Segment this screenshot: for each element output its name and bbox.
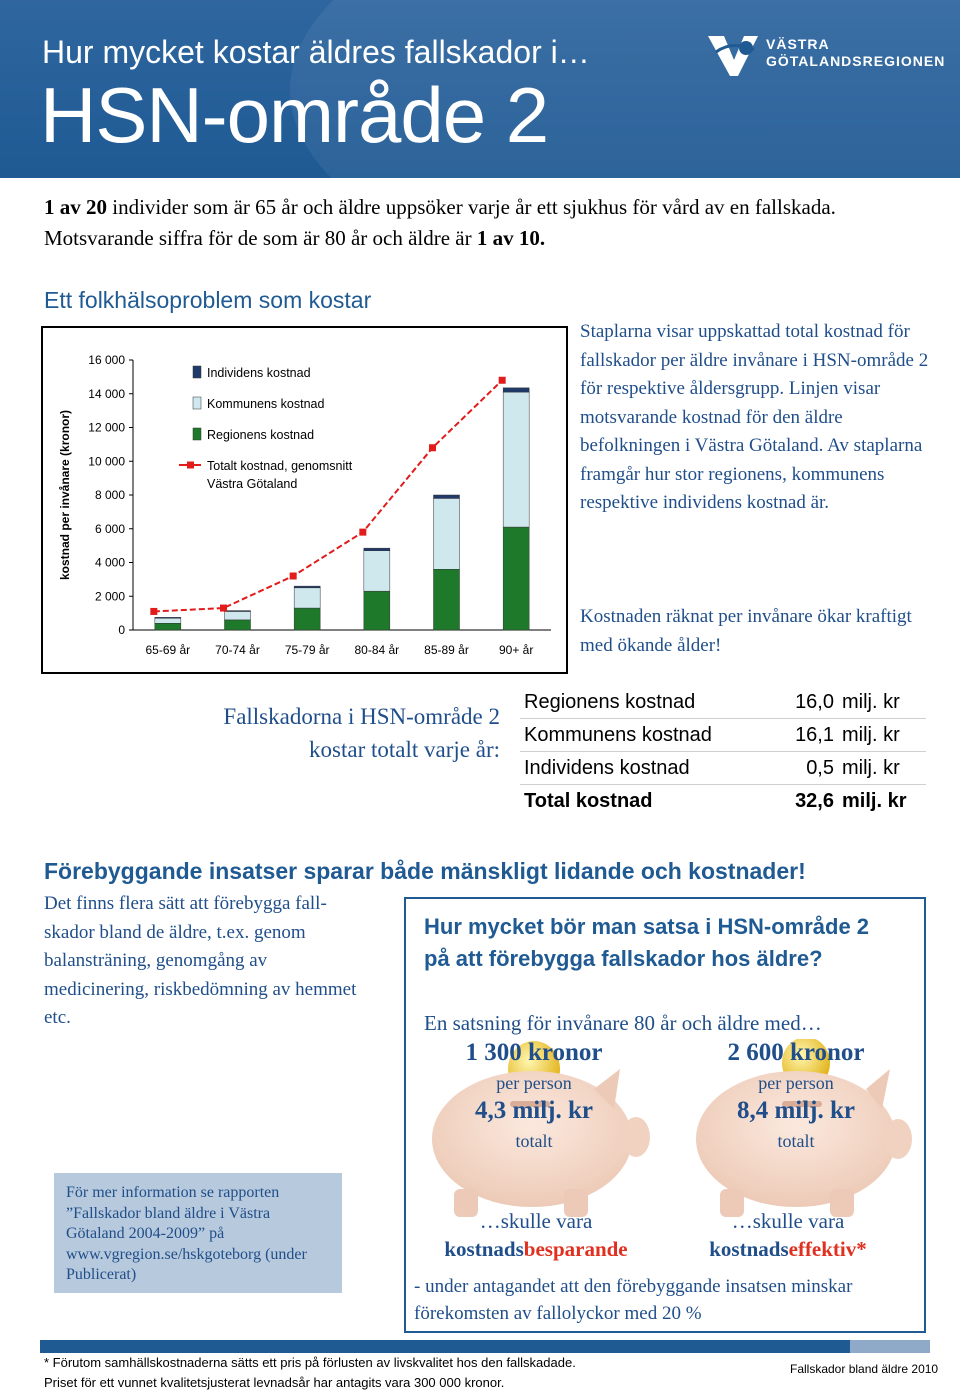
footer-divider xyxy=(40,1340,930,1353)
bar-kommunens-kostnad xyxy=(434,498,460,569)
right-outcome-word xyxy=(709,1237,867,1261)
piggy-bank-left xyxy=(414,1039,654,1229)
bar-individens-kostnad xyxy=(434,495,460,498)
y-tick-label: 0 xyxy=(118,623,125,637)
bar-kommunens-kostnad xyxy=(155,618,181,623)
chart-svg xyxy=(43,328,566,672)
logo-mark-icon xyxy=(704,30,762,80)
left-per-person: per person xyxy=(496,1073,572,1093)
legend-label: Kommunens kostnad xyxy=(207,397,325,411)
bar-regionens-kostnad xyxy=(503,527,529,630)
legend-label: Regionens kostnad xyxy=(207,428,315,442)
left-word-b: besparande xyxy=(523,1237,628,1261)
cost-chart xyxy=(41,326,568,674)
legend-label: Totalt kostnad, genomsnitt xyxy=(207,459,353,473)
x-tick-label: 90+ år xyxy=(498,643,534,657)
section-title: Ett folkhälsoproblem som kostar xyxy=(44,287,372,313)
line-point xyxy=(499,377,506,384)
line-point xyxy=(359,529,366,536)
cost-label: Kommunens kostnad xyxy=(520,719,758,752)
cost-row xyxy=(520,719,926,752)
bar-kommunens-kostnad xyxy=(225,611,251,619)
line-point xyxy=(290,573,297,580)
cost-total-unit: milj. kr xyxy=(842,789,907,812)
cost-unit: milj. kr xyxy=(838,752,926,785)
y-tick-label: 6 000 xyxy=(94,521,125,536)
info-box: För mer information se rapporten ”Fallskador bland äldre i Västra Götaland 2004-2009” på www.vgregion.se/hskgoteborg (under Publicerat) xyxy=(54,1173,342,1293)
cost-row xyxy=(520,686,926,719)
intro-stat-2: 1 av 10. xyxy=(476,226,546,250)
cost-unit: milj. kr xyxy=(838,686,926,719)
legend-swatch xyxy=(193,428,201,440)
left-outcome-word xyxy=(444,1237,627,1261)
footer-divider-accent xyxy=(850,1340,930,1353)
chart-description: Staplarna visar uppskattad total kostnad för fallskador per äldre invånare i HSN-område 2 för respektive åldersgrupp. Linjen visar motsvarande kostnad för den äldre befolkningen i Västra Götaland. Av staplarna framgår hur stor regionens, kommunens respektive individens kostnad är. xyxy=(580,321,929,513)
title-line-1: Hur mycket kostar äldres fallskador i… xyxy=(42,34,590,70)
investment-box xyxy=(404,897,926,1333)
bar-individens-kostnad xyxy=(503,388,529,392)
bar-kommunens-kostnad xyxy=(364,551,390,592)
y-tick-label: 10 000 xyxy=(88,454,125,469)
intro-text xyxy=(44,192,924,254)
chart-conclusion: Kostnaden räknat per invånare ökar kraftigt med ökande ålder! xyxy=(580,606,912,656)
y-axis-label: kostnad per invånare (kronor) xyxy=(58,409,72,581)
bar-individens-kostnad xyxy=(294,586,320,588)
legend-label: Västra Götaland xyxy=(207,477,298,491)
bar-regionens-kostnad xyxy=(225,620,251,630)
y-tick-label: 8 000 xyxy=(94,488,125,502)
logo-line-1: VÄSTRA xyxy=(766,36,830,52)
x-tick-label: 70-74 år xyxy=(215,643,260,657)
cost-label: Regionens kostnad xyxy=(520,686,758,719)
left-word-a: kostnads xyxy=(444,1237,524,1261)
line-point xyxy=(150,608,157,615)
prevention-title: Förebyggande insatser sparar både mänskligt lidande och kostnader! xyxy=(44,858,806,884)
left-would-be: …skulle vara xyxy=(479,1209,593,1233)
y-tick-label: 4 000 xyxy=(94,555,125,570)
y-tick-label: 16 000 xyxy=(88,353,125,367)
x-tick-label: 75-79 år xyxy=(284,643,330,657)
cost-label: Individens kostnad xyxy=(520,752,758,785)
region-logo xyxy=(704,30,944,80)
piggy-bank-right xyxy=(676,1039,916,1229)
prevention-text: Det finns flera sätt att förebygga fall-skador bland de äldre, t.ex. genom balansträning, genomgång av medicinering, riskbedömning av hemmet etc. xyxy=(44,893,357,1028)
bar-regionens-kostnad xyxy=(364,591,390,630)
bar-individens-kostnad xyxy=(155,617,181,618)
footer-source: Fallskador bland äldre 2010 xyxy=(790,1362,939,1376)
bar-regionens-kostnad xyxy=(294,608,320,630)
cost-lead xyxy=(150,700,500,766)
cost-total-row xyxy=(520,785,926,818)
legend-line-marker xyxy=(187,462,194,469)
bar-individens-kostnad xyxy=(364,548,390,551)
right-word-b: effektiv* xyxy=(788,1237,867,1261)
x-tick-label: 80-84 år xyxy=(354,643,400,657)
cost-unit: milj. kr xyxy=(838,719,926,752)
cost-lead-line-2: kostar totalt varje år: xyxy=(309,737,500,762)
cost-row xyxy=(520,752,926,785)
footnote-2: Priset för ett vunnet kvalitetsjusterat levnadsår har antagits vara 300 000 kronor. xyxy=(44,1375,505,1390)
x-tick-label: 65-69 år xyxy=(145,643,191,657)
right-amount: 2 600 kronor xyxy=(727,1039,865,1066)
x-tick-label: 85-89 år xyxy=(424,643,469,657)
bar-individens-kostnad xyxy=(225,611,251,612)
left-outcome xyxy=(406,1207,666,1263)
bar-kommunens-kostnad xyxy=(294,588,320,608)
legend-swatch xyxy=(193,397,201,409)
right-word-a: kostnads xyxy=(709,1237,789,1261)
right-would-be: …skulle vara xyxy=(731,1209,845,1233)
legend-swatch xyxy=(193,366,201,378)
left-total: 4,3 milj. kr xyxy=(474,1097,594,1124)
cost-table xyxy=(520,686,926,817)
cost-lead-line-1: Fallskadorna i HSN-område 2 xyxy=(223,704,500,729)
line-point xyxy=(220,605,227,612)
right-per-person: per person xyxy=(758,1073,834,1093)
logo-text xyxy=(766,36,945,70)
investment-question: Hur mycket bör man satsa i HSN-område 2 på att förebygga fallskador hos äldre? xyxy=(424,914,870,971)
intro-body: individer som är 65 år och äldre uppsöker varje år ett sjukhus för vård av en fallskada. Motsvarande siffra för de som är 80 år och äldre är xyxy=(44,195,836,250)
cost-value: 16,1 xyxy=(758,719,838,752)
cost-value: 0,5 xyxy=(758,752,838,785)
intro-stat-1: 1 av 20 xyxy=(44,195,107,219)
bar-regionens-kostnad xyxy=(434,569,460,630)
bar-kommunens-kostnad xyxy=(503,392,529,527)
logo-line-2: GÖTALANDSREGIONEN xyxy=(766,53,946,69)
y-tick-label: 12 000 xyxy=(88,420,125,435)
cost-value: 16,0 xyxy=(758,686,838,719)
footnote-1: * Förutom samhällskostnaderna sätts ett pris på förlusten av livskvalitet hos den fallskadade. xyxy=(44,1355,576,1370)
y-tick-label: 14 000 xyxy=(88,386,125,401)
left-totalt: totalt xyxy=(515,1131,553,1151)
page-title: HSN-område 2 xyxy=(40,71,549,159)
cost-total-label: Total kostnad xyxy=(524,789,653,812)
right-totalt: totalt xyxy=(777,1131,815,1151)
header-banner xyxy=(0,0,960,178)
right-outcome xyxy=(658,1207,918,1263)
bar-regionens-kostnad xyxy=(155,623,181,630)
y-tick-label: 2 000 xyxy=(94,589,125,604)
left-amount: 1 300 kronor xyxy=(465,1039,603,1066)
right-total: 8,4 milj. kr xyxy=(736,1097,856,1124)
assumption-text: - under antagandet att den förebyggande insatsen minskar förekomsten av fallolyckor med 20 % xyxy=(414,1276,853,1324)
line-point xyxy=(429,444,436,451)
cost-total-value: 32,6 xyxy=(795,789,834,812)
investment-subtitle: En satsning för invånare 80 år och äldre med… xyxy=(424,1011,822,1035)
legend-label: Individens kostnad xyxy=(207,366,311,380)
